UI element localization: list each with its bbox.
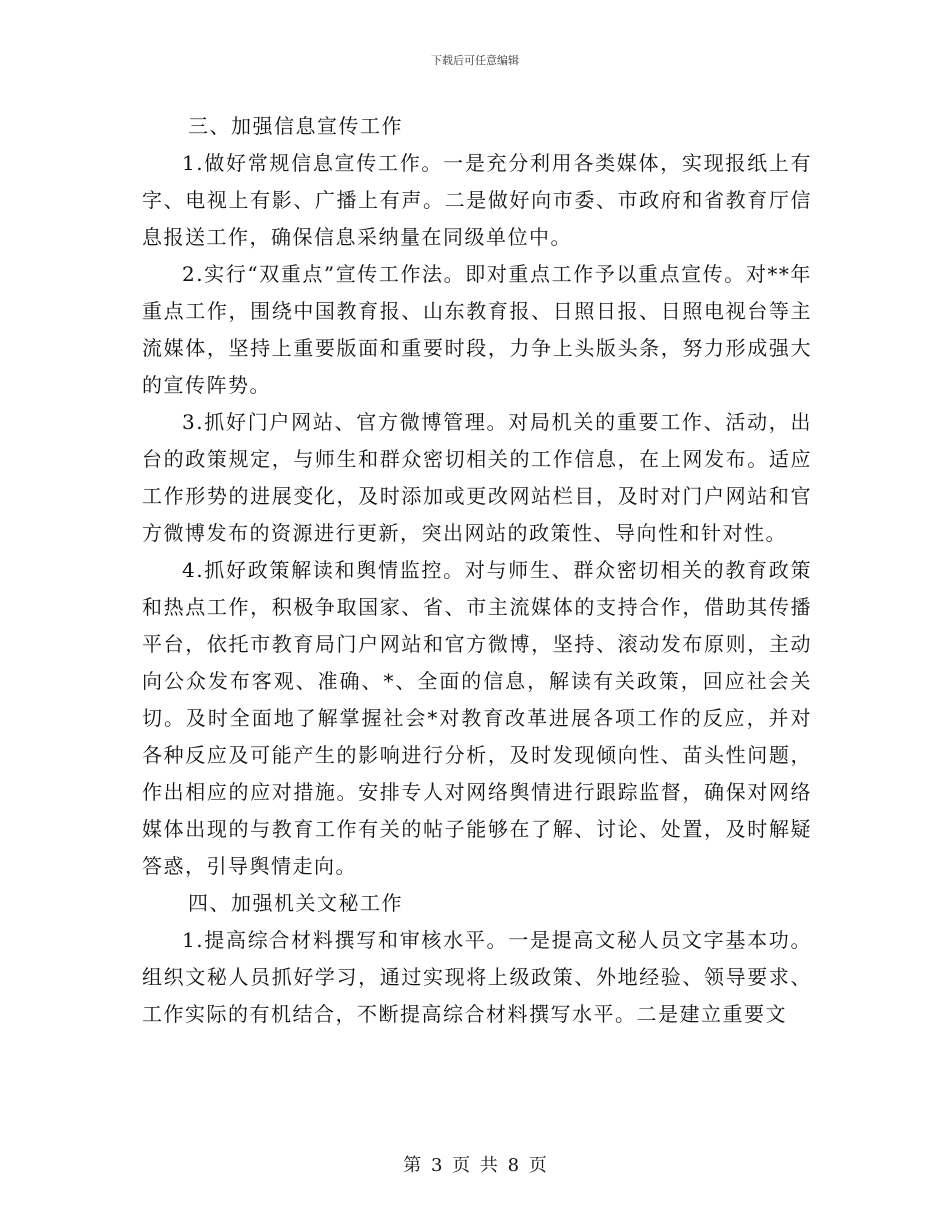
paragraph: 4.抓好政策解读和舆情监控。对与师生、群众密切相关的教育政策和热点工作，积极争取国家、省、市主流媒体的支持合作，借助其传播平台，依托市教育局门户网站和官方微博，坚持、滚动发布原则，主动向公众发布客观、准确、*、全面的信息，解读有关政策，回应社会关切。及时全面地了解掌握社会*对教育改革进展各项工作的反应，并对各种反应及可能产生的影响进行分析，及时发现倾向性、苗头性问题，作出相应的应对措施。安排专人对网络舆情进行跟踪监督，确保对网络媒体出现的与教育工作有关的帖子能够在了解、讨论、处置，及时解疑答惑，引导舆情走向。 — [142, 558, 812, 878]
page-header-note: 下载后可任意编辑 — [431, 54, 519, 67]
paragraph: 1.做好常规信息宣传工作。一是充分利用各类媒体，实现报纸上有字、电视上有影、广播上有声。二是做好向市委、市政府和省教育厅信息报送工作，确保信息采纳量在同级单位中。 — [142, 151, 812, 249]
section-heading: 三、加强信息宣传工作 — [188, 114, 403, 138]
paragraph: 2.实行“双重点”宣传工作法。即对重点工作予以重点宣传。对**年重点工作，围绕中国教育报、山东教育报、日照日报、日照电视台等主流媒体，坚持上重要版面和重要时段，力争上头版头条，努力形成强大的宣传阵势。 — [142, 262, 812, 397]
paragraph: 3.抓好门户网站、官方微博管理。对局机关的重要工作、活动，出台的政策规定，与师生和群众密切相关的工作信息，在上网发布。适应工作形势的进展变化，及时添加或更改网站栏目，及时对门户网站和官方微博发布的资源进行更新，突出网站的政策性、导向性和针对性。 — [142, 410, 812, 545]
document-body — [142, 108, 812, 1033]
section-heading: 四、加强机关文秘工作 — [188, 891, 403, 915]
page-number-footer: 第 3 页 共 8 页 — [403, 1155, 547, 1176]
paragraph: 1.提高综合材料撰写和审核水平。一是提高文秘人员文字基本功。组织文秘人员抓好学习，通过实现将上级政策、外地经验、领导要求、工作实际的有机结合，不断提高综合材料撰写水平。二是建立重要文 — [142, 928, 812, 1026]
